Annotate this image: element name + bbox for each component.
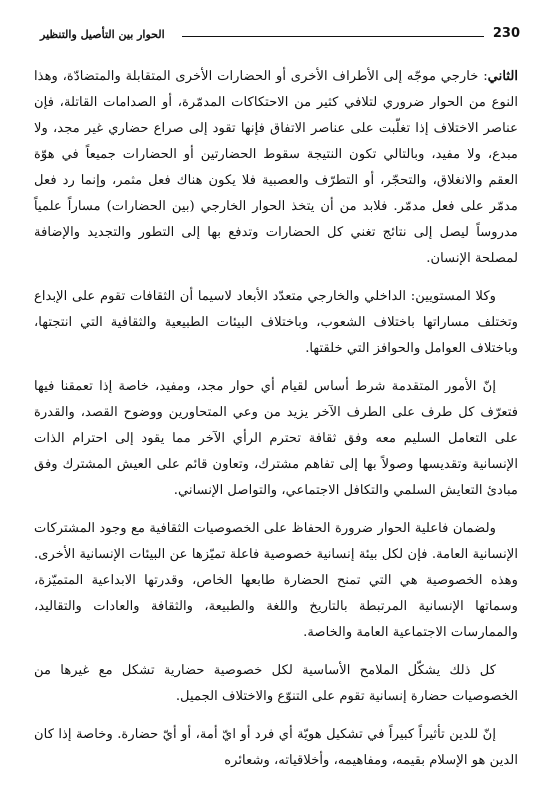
header-rule — [182, 36, 484, 37]
paragraph — [34, 64, 518, 272]
paragraph — [34, 722, 518, 774]
paragraph — [34, 658, 518, 710]
paragraph-lead: الثاني — [487, 69, 518, 84]
paragraph — [34, 516, 518, 646]
paragraph-text: كل ذلك يشكّل الملامح الأساسية لكل خصوصية حضارية تشكل مع غيرها من الخصوصيات حضارة إنسانية تقوم على التنوّع والاختلاف الجميل. — [34, 663, 518, 704]
page-number: 230 — [492, 26, 520, 41]
paragraph — [34, 374, 518, 504]
paragraph-text: وكلا المستويين: الداخلي والخارجي متعدّد الأبعاد لاسيما أن الثقافات تقوم على الإبداع وتختلف مساراتها باختلاف الشعوب، وباختلاف البيئات الطبيعية والثقافية التي انتجتها، وباختلاف العوامل والحوافز التي خلقتها. — [34, 289, 518, 356]
page-header — [40, 26, 520, 48]
paragraph — [34, 284, 518, 362]
running-title: الحوار بين التأصيل والتنظير — [40, 28, 169, 41]
page-body — [34, 64, 518, 786]
paragraph-text: إنّ للدين تأثيراً كبيراً في تشكيل هويّة أي فرد أو ايّ أمة، أو أيّ حضارة. وخاصة إذا كان الدين هو الإسلام بقيمه، ومفاهيمه، وأخلاقياته، وشعائره — [34, 727, 518, 768]
paragraph-text: : خارجي موجّه إلى الأطراف الأخرى أو الحضارات الأخرى المتقابلة والمتضادّة، وهذا النوع من الحوار ضروري لتلافي كثير من الاحتكاكات المدمّرة، أو الصدامات القاتلة، فإن عناصر الاختلاف إذا تغلّبت على عناصر الاتفاق فإنها تقود إلى صراع حضاري غير مجد، ولا مبدع، ولا مفيد، وبالتالي تكون النتيجة سقوط الحضارتين أو الحضارات جميعاً في هوّة العقم والانغلاق، والتحجّر، أو التطرّف والعصبية فلا يكون هناك فعل مثمر، وإنما رد فعل مدمّر على فعل مدمّر. فلابد من أن يتخذ الحوار الخارجي (بين الحضارات) مساراً علمياً مدروساً ليصل إلى نتائج تغني كل الحضارات وتدفع بها إلى التطور والتجديد والإضافة لمصلحة الإنسان. — [34, 69, 518, 266]
paragraph-text: ولضمان فاعلية الحوار ضرورة الحفاظ على الخصوصيات الثقافية مع وجود المشتركات الإنسانية العامة. فإن لكل بيئة إنسانية خصوصية فاعلة تميّزها عن البيئات الإنسانية الأخرى. وهذه الخصوصية هي التي تمنح الحضارة طابعها الخاص، وقدرتها الابداعية المتميّزة، وسماتها الإنسانية المرتبطة بالتاريخ واللغة والطبيعة، والثقافة والعادات والتقاليد، والممارسات الاجتماعية العامة والخاصة. — [34, 521, 518, 640]
paragraph-text: إنّ الأمور المتقدمة شرط أساس لقيام أي حوار مجد، ومفيد، خاصة إذا تعمقنا فيها فتعرّف كل طرف على الطرف الآخر يزيد من وعي المتحاورين ووضوح القصد، والقدرة على التعامل السليم معه وفق ثقافة تحترم الرأي الآخر مما يقود إلى احترام الذات الإنسانية وتقديسها وصولاً بها إلى تفاهم مشترك، وتعاون قائم على العيش المشترك وفق مبادئ التعايش السلمي والتكافل الاجتماعي، والتواصل الإنساني. — [34, 379, 518, 498]
